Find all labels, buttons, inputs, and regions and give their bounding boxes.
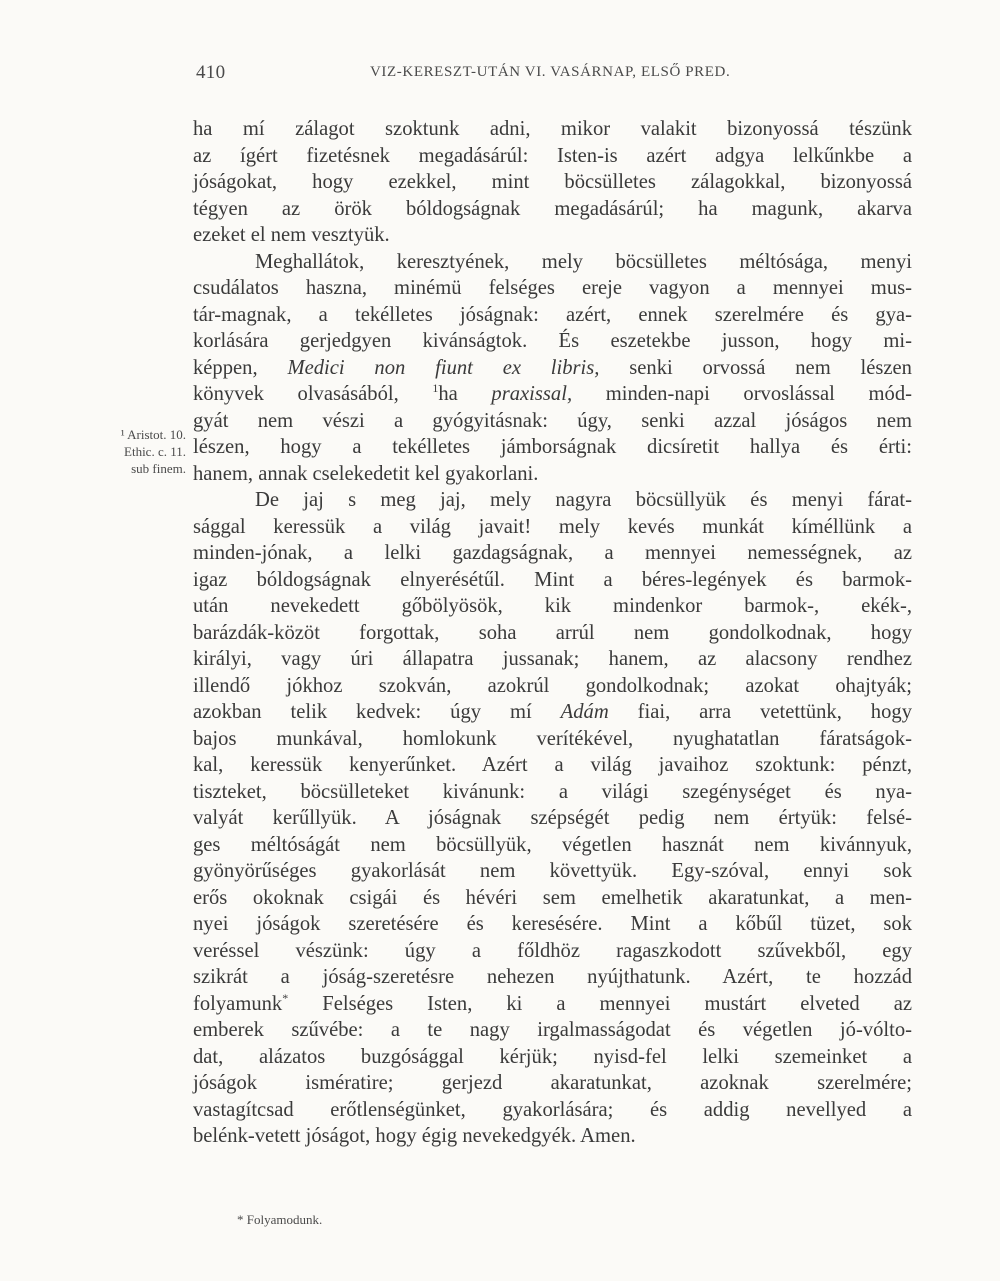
text-line: hanem, annak cselekedetit kel gyakorlani. <box>193 462 539 485</box>
text-segment: Felséges Isten, ki a mennyei mustárt elveted az <box>322 992 912 1015</box>
text-line: emberek szűvébe: a te nagy irgalmasságodat és végetlen jó-vólto- <box>193 1019 912 1041</box>
text-segment: ha <box>438 383 458 405</box>
text-line: gyönyörűséges gyakorlását nem követtyük. Egy-szóval, ennyi sok <box>193 860 912 882</box>
text-line: lészen, hogy a tekélletes jámborságnak dicsíretit hallya és érti: <box>193 436 912 458</box>
text-line: után nevekedett gőbölyösök, kik mindenkor barmok-, ekék-, <box>193 595 912 617</box>
text-segment: fiai, arra vetettünk, hogy <box>637 701 912 723</box>
text-line: nyei jóságok szeretésére és keresésére. Mint a kőbűl tüzet, sok <box>193 913 912 935</box>
running-title: VIZ-KERESZT-UTÁN VI. VASÁRNAP, ELSŐ PRED. <box>370 64 731 80</box>
text-line: minden-jónak, a lelki gazdagságnak, a mennyei nemességnek, az <box>193 542 912 564</box>
text-line <box>193 991 912 1018</box>
margin-note <box>86 426 186 477</box>
footnote-marker: * <box>282 990 289 1005</box>
paragraph <box>193 249 912 488</box>
margin-note-line: sub finem. <box>131 461 186 476</box>
paragraph <box>193 116 912 249</box>
text-line: ha mí zálagot szoktunk adni, mikor valakit bizonyossá tészünk <box>193 118 912 140</box>
text-line <box>193 355 912 382</box>
text-segment: senki orvossá nem lészen <box>629 356 912 379</box>
footnote-marker: 1 <box>432 381 439 396</box>
text-line <box>193 381 912 408</box>
text-line: valyát kerűllyük. A jóságnak szépségét pedig nem értyük: felsé- <box>193 807 912 829</box>
text-line: igaz bóldogságnak elnyerésétűl. Mint a béres-legények és barmok- <box>193 568 912 591</box>
text-line: tégyen az örök bóldogságnak megadásárúl; ha magunk, akarva <box>193 197 912 220</box>
text-line: korlására gerjedgyen kivánságtok. És eszetekbe jusson, hogy mi- <box>193 330 912 352</box>
text-line: csudálatos haszna, minémü felséges ereje vagyon a mennyei mus- <box>193 277 912 299</box>
page-number: 410 <box>196 62 226 83</box>
text-line: tár-magnak, a tekélletes jóságnak: azért, ennek szerelmére és gya- <box>193 303 912 326</box>
italic-word: praxissal, <box>491 383 573 405</box>
text-line: kal, keressük kenyerűnket. Azért a világ javaihoz szoktunk: pénzt, <box>193 754 912 776</box>
text-line: jóságokat, hogy ezekkel, mint böcsülletes zálagokkal, bizonyossá <box>193 171 912 193</box>
text-line: jóságok ismératire; gerjezd akaratunkat, azoknak szerelmére; <box>193 1072 912 1094</box>
margin-note-line: ¹ Aristot. 10. <box>120 427 186 442</box>
text-line <box>193 699 912 726</box>
text-line: gyát nem vészi a gyógyitásnak: úgy, senki azzal jóságos nem <box>193 409 912 432</box>
text-line: vastagítcsad erőtlenségünket, gyakorlására; és addig nevellyed a <box>193 1098 912 1121</box>
text-segment: folyamunk <box>193 992 283 1015</box>
text-line: bajos munkával, homlokunk verítékével, nyughatatlan fáratságok- <box>193 727 912 750</box>
text-line: ezeket el nem vesztyük. <box>193 224 390 246</box>
text-line: belénk-vetett jóságot, hogy égig nevekedgyék. Amen. <box>193 1125 636 1147</box>
margin-note-line: Ethic. c. 11. <box>124 444 186 459</box>
text-segment: minden-napi orvoslással mód- <box>605 383 912 405</box>
text-segment: azokban telik kedvek: úgy mí <box>193 701 532 723</box>
text-line: Meghallátok, keresztyének, mely böcsülletes méltósága, menyi <box>255 250 912 273</box>
text-line: erős okoknak csigái és hévéri sem emelhetik akaratunkat, a men- <box>193 886 912 909</box>
text-line: ges méltóságát nem böcsüllyük, végetlen hasznát nem kivánnyuk, <box>193 833 912 856</box>
footnote: * Folyamodunk. <box>237 1212 323 1227</box>
text-line: tiszteket, böcsülleteket kivánunk: a világi szegénységet és nya- <box>193 780 912 803</box>
text-line: sággal keressük a világ javait! mely kevés munkát kíméllünk a <box>193 515 912 538</box>
text-line: De jaj s meg jaj, mely nagyra böcsüllyük és menyi fárat- <box>255 489 912 511</box>
text-line: szikrát a jóság-szeretésre nehezen nyújthatunk. Azért, te hozzád <box>193 966 912 988</box>
text-line: veréssel vészünk: úgy a főldhöz ragaszkodott szűvekből, egy <box>193 939 912 962</box>
text-line: királyi, vagy úri állapatra jussanak; hanem, az alacsony rendhez <box>193 648 912 670</box>
text-segment: képpen, <box>193 356 258 379</box>
text-segment: könyvek olvasásából, <box>193 383 399 405</box>
text-line: barázdák-közöt forgottak, soha arrúl nem gondolkodnak, hogy <box>193 621 912 644</box>
body-text <box>193 116 912 1150</box>
text-line: az ígért fizetésnek megadásárúl: Isten-is azért adgya lelkűnkbe a <box>193 144 912 167</box>
latin-quote: Medici non fiunt ex libris, <box>287 356 600 379</box>
text-line: dat, alázatos buzgósággal kérjük; nyisd-fel lelki szemeinket a <box>193 1045 912 1068</box>
text-line: illendő jókhoz szokván, azokrúl gondolkodnak; azokat ohajtyák; <box>193 674 912 697</box>
paragraph <box>193 487 912 1150</box>
italic-name: Adám <box>560 701 609 723</box>
